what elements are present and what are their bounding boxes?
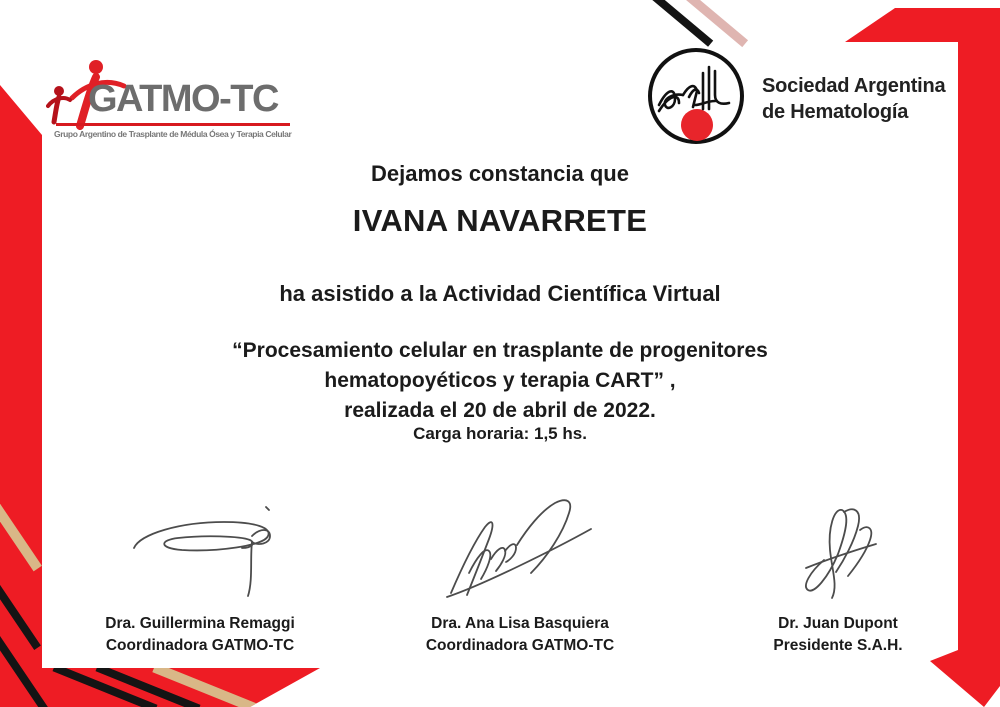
activity-title-line3: realizada el 20 de abril de 2022.: [344, 399, 656, 422]
attendance-line: ha asistido a la Actividad Científica Virtual: [279, 281, 721, 306]
sah-name-line1: Sociedad Argentina: [762, 75, 946, 97]
signatory-role: Presidente S.A.H.: [773, 637, 903, 654]
duration-line: Carga horaria: 1,5 hs.: [413, 424, 587, 443]
signatory-role: Coordinadora GATMO-TC: [105, 637, 295, 654]
signatory-name: Dra. Ana Lisa Basquiera: [431, 615, 609, 632]
signature-block-dupont: [698, 487, 978, 657]
intro-line: Dejamos constancia que: [371, 161, 629, 186]
activity-title-line1: “Procesamiento celular en trasplante de progenitores: [232, 339, 768, 362]
signature-dupont-icon: [778, 487, 898, 605]
gatmo-wordmark: GATMO-TC: [88, 78, 278, 120]
signature-block-remaggi: [60, 487, 340, 657]
signature-basquiera-icon: [435, 487, 605, 605]
black-stripe: [0, 602, 50, 707]
recipient-name: IVANA NAVARRETE: [352, 203, 648, 238]
signature-remaggi-icon: [120, 487, 280, 605]
sah-name-line2: de Hematología: [762, 101, 909, 123]
signatory-name: Dra. Guillermina Remaggi: [105, 615, 295, 632]
gatmo-tagline: Grupo Argentino de Trasplante de Médula Ósea y Terapia Celular: [54, 129, 292, 139]
sah-name: [762, 73, 945, 125]
gatmo-underline: [56, 123, 290, 126]
signatory-role: Coordinadora GATMO-TC: [425, 637, 615, 654]
sah-emblem-icon: [645, 45, 747, 147]
signature-block-basquiera: [380, 487, 660, 657]
activity-title-line2: hematopoyéticos y terapia CART” ,: [324, 369, 676, 392]
tan-stripe: [0, 475, 42, 572]
activity-title: [42, 336, 958, 426]
signatory-name: Dr. Juan Dupont: [778, 615, 898, 632]
sah-logo: [645, 45, 975, 155]
gatmo-logo: [46, 56, 306, 148]
